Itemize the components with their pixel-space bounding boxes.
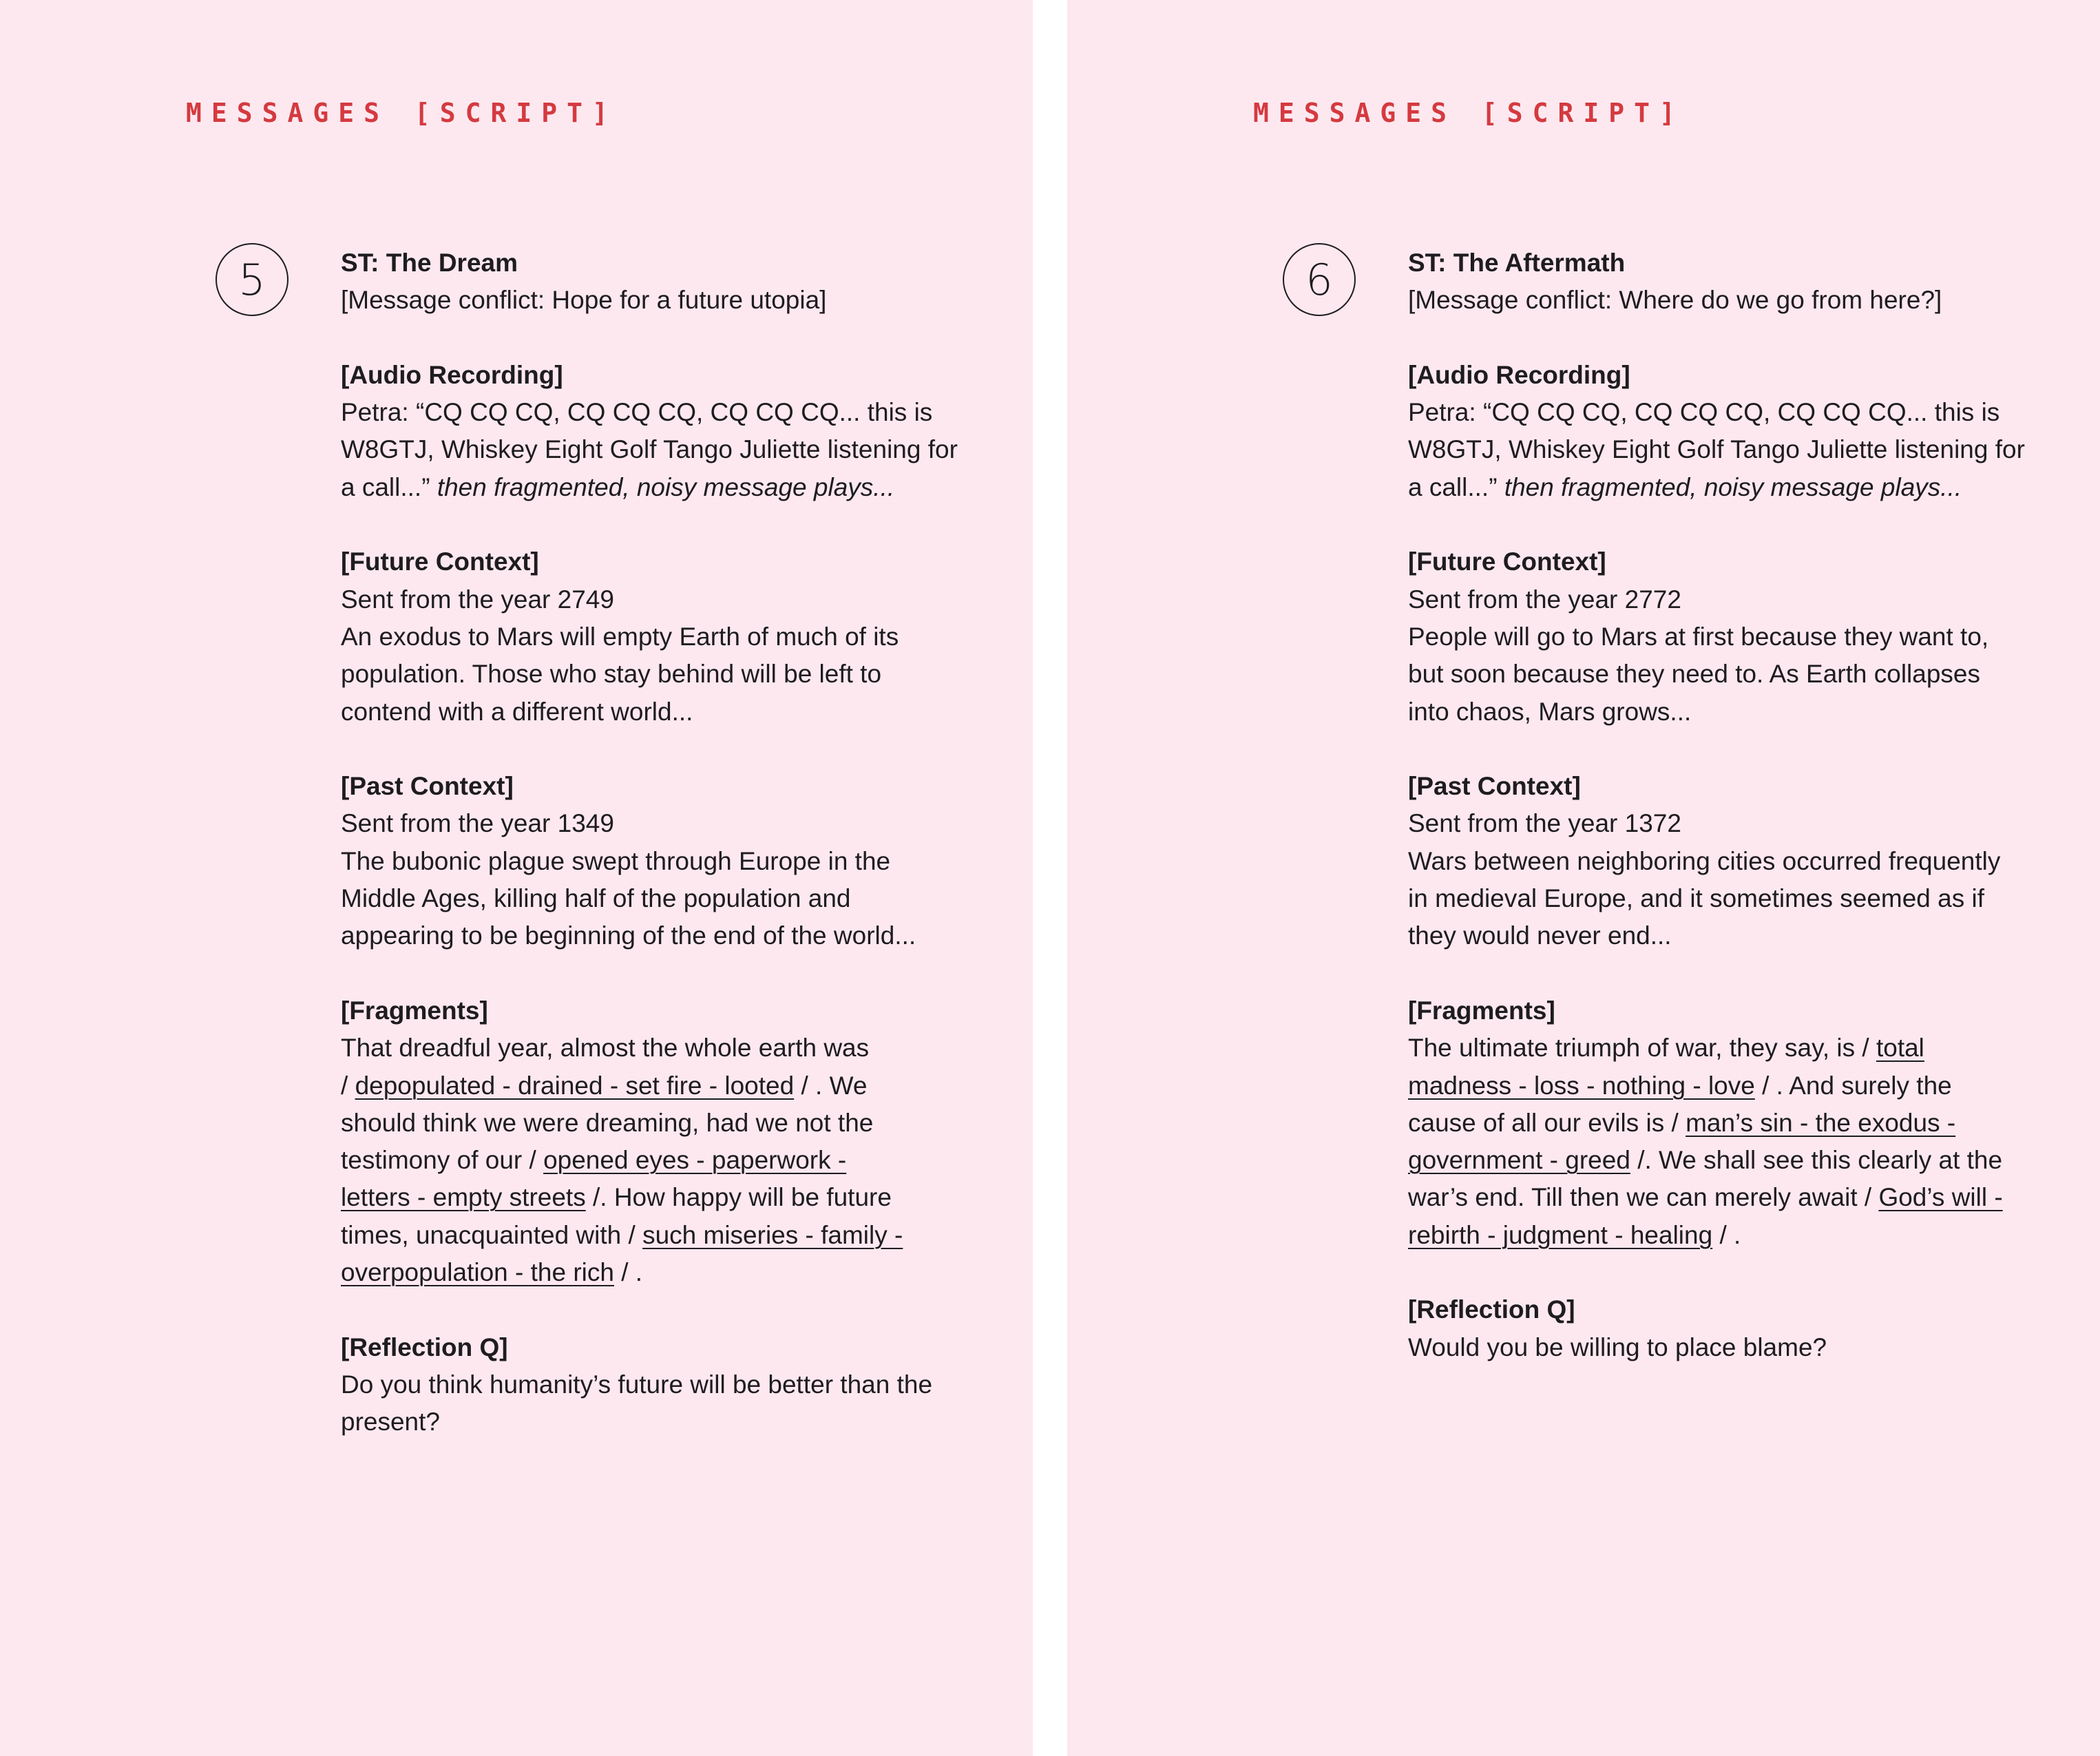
- fragment-line: [341, 1067, 974, 1105]
- past-year: Sent from the year 1372: [1408, 809, 1681, 838]
- past-heading: [Past Context]: [341, 772, 514, 801]
- st-title: ST: The Dream: [341, 249, 518, 277]
- past-line: Wars between neighboring cities occurred frequently: [1408, 846, 2001, 875]
- fragment-blank: rebirth - judgment - healing: [1408, 1220, 1713, 1249]
- audio-recording-block: [341, 357, 974, 506]
- fragment-line: [341, 1254, 974, 1291]
- fragment-text: / .: [621, 1258, 643, 1287]
- title-block: [341, 244, 974, 320]
- future-context-block: [341, 543, 974, 730]
- fragment-line: [341, 1217, 974, 1254]
- fragment-blank: letters - empty streets: [341, 1183, 586, 1212]
- future-context-block: [1408, 543, 2041, 730]
- reflection-heading: [Reflection Q]: [1408, 1295, 1575, 1324]
- future-line: but soon because they need to. As Earth collapses: [1408, 660, 1981, 689]
- message-6-content: [1408, 244, 2041, 1403]
- message-5-content: [341, 244, 974, 1478]
- fragment-text: /: [341, 1071, 348, 1100]
- section-label: MESSAGES [SCRIPT]: [186, 98, 618, 128]
- audio-line-text: a call...”: [1408, 472, 1498, 501]
- audio-heading: [Audio Recording]: [1408, 360, 1630, 389]
- fragment-line: [1408, 1217, 2041, 1254]
- st-title: ST: The Aftermath: [1408, 249, 1626, 277]
- fragment-line: [341, 1179, 974, 1216]
- fragment-text: cause of all our evils is /: [1408, 1108, 1679, 1137]
- audio-line: [341, 469, 974, 506]
- fragment-line: [341, 1142, 974, 1179]
- past-heading: [Past Context]: [1408, 772, 1581, 801]
- fragment-line: [1408, 1105, 2041, 1142]
- section-label: MESSAGES [SCRIPT]: [1253, 98, 1685, 128]
- reflection-block: [341, 1329, 974, 1441]
- fragment-text: war’s end. Till then we can merely await /: [1408, 1183, 1872, 1212]
- message-number-badge: 6: [1283, 243, 1356, 316]
- audio-heading: [Audio Recording]: [341, 360, 563, 389]
- reflection-line: Do you think humanity’s future will be better than the: [341, 1370, 933, 1399]
- future-line: People will go to Mars at first because they want to,: [1408, 622, 1989, 651]
- audio-stage-direction: then fragmented, noisy message plays...: [437, 472, 895, 501]
- page-right: [1067, 0, 2100, 1756]
- fragment-blank: man’s sin - the exodus -: [1686, 1108, 1956, 1137]
- future-year: Sent from the year 2749: [341, 585, 614, 614]
- reflection-heading: [Reflection Q]: [341, 1332, 508, 1361]
- fragment-blank: such miseries - family -: [642, 1220, 903, 1249]
- message-conflict: [Message conflict: Hope for a future utopia]: [341, 286, 827, 315]
- fragment-line: [1408, 1067, 2041, 1105]
- fragment-line: [1408, 1179, 2041, 1216]
- past-line: appearing to be beginning of the end of the world...: [341, 921, 916, 950]
- fragment-blank: government - greed: [1408, 1146, 1630, 1175]
- fragment-line: should think we were dreaming, had we not the: [341, 1108, 874, 1137]
- fragment-blank: total: [1876, 1034, 1924, 1063]
- fragment-blank: God’s will -: [1878, 1183, 2003, 1212]
- fragment-text: /. We shall see this clearly at the: [1637, 1146, 2003, 1175]
- reflection-line: Would you be willing to place blame?: [1408, 1332, 1827, 1361]
- fragment-text: testimony of our /: [341, 1146, 536, 1175]
- fragments-heading: [Fragments]: [341, 996, 488, 1025]
- fragment-line: That dreadful year, almost the whole earth was: [341, 1034, 870, 1063]
- fragments-block: [341, 992, 974, 1291]
- message-number-badge: 5: [216, 243, 288, 316]
- fragment-text: /. How happy will be future: [593, 1183, 892, 1212]
- audio-line: [1408, 469, 2041, 506]
- fragment-line: [1408, 1029, 2041, 1067]
- audio-recording-block: [1408, 357, 2041, 506]
- fragment-text: / . And surely the: [1762, 1071, 1952, 1100]
- fragment-blank: opened eyes - paperwork -: [543, 1146, 847, 1175]
- reflection-block: [1408, 1291, 2041, 1366]
- future-line: into chaos, Mars grows...: [1408, 697, 1692, 726]
- past-context-block: [1408, 768, 2041, 954]
- message-conflict: [Message conflict: Where do we go from here?]: [1408, 286, 1942, 315]
- fragment-blank: depopulated - drained - set fire - looted: [355, 1071, 795, 1100]
- past-line: they would never end...: [1408, 921, 1672, 950]
- fragment-text: / .: [1719, 1220, 1741, 1249]
- fragment-text: The ultimate triumph of war, they say, is /: [1408, 1034, 1869, 1063]
- past-year: Sent from the year 1349: [341, 809, 614, 838]
- title-block: [1408, 244, 2041, 320]
- audio-line: Petra: “CQ CQ CQ, CQ CQ CQ, CQ CQ CQ... this is: [341, 398, 933, 427]
- fragment-text: / . We: [801, 1071, 868, 1100]
- fragment-blank: madness - loss - nothing - love: [1408, 1071, 1755, 1100]
- past-line: in medieval Europe, and it sometimes seemed as if: [1408, 884, 1985, 913]
- future-line: An exodus to Mars will empty Earth of much of its: [341, 622, 899, 651]
- future-year: Sent from the year 2772: [1408, 585, 1681, 614]
- past-context-block: [341, 768, 974, 954]
- audio-line: W8GTJ, Whiskey Eight Golf Tango Juliette listening for: [341, 435, 958, 464]
- audio-line-text: a call...”: [341, 472, 430, 501]
- fragments-block: [1408, 992, 2041, 1254]
- page-left: [0, 0, 1033, 1756]
- reflection-line: present?: [341, 1408, 440, 1436]
- page-gutter: [1033, 0, 1067, 1756]
- fragment-line: [1408, 1142, 2041, 1179]
- fragment-blank: overpopulation - the rich: [341, 1258, 614, 1287]
- audio-line: W8GTJ, Whiskey Eight Golf Tango Juliette listening for: [1408, 435, 2025, 464]
- past-line: Middle Ages, killing half of the population and: [341, 884, 851, 913]
- future-heading: [Future Context]: [1408, 547, 1606, 576]
- future-line: population. Those who stay behind will be left to: [341, 660, 882, 689]
- audio-stage-direction: then fragmented, noisy message plays...: [1504, 472, 1962, 501]
- fragment-text: times, unacquainted with /: [341, 1220, 636, 1249]
- past-line: The bubonic plague swept through Europe in the: [341, 846, 891, 875]
- future-line: contend with a different world...: [341, 697, 693, 726]
- future-heading: [Future Context]: [341, 547, 539, 576]
- audio-line: Petra: “CQ CQ CQ, CQ CQ CQ, CQ CQ CQ... this is: [1408, 398, 2000, 427]
- fragments-heading: [Fragments]: [1408, 996, 1555, 1025]
